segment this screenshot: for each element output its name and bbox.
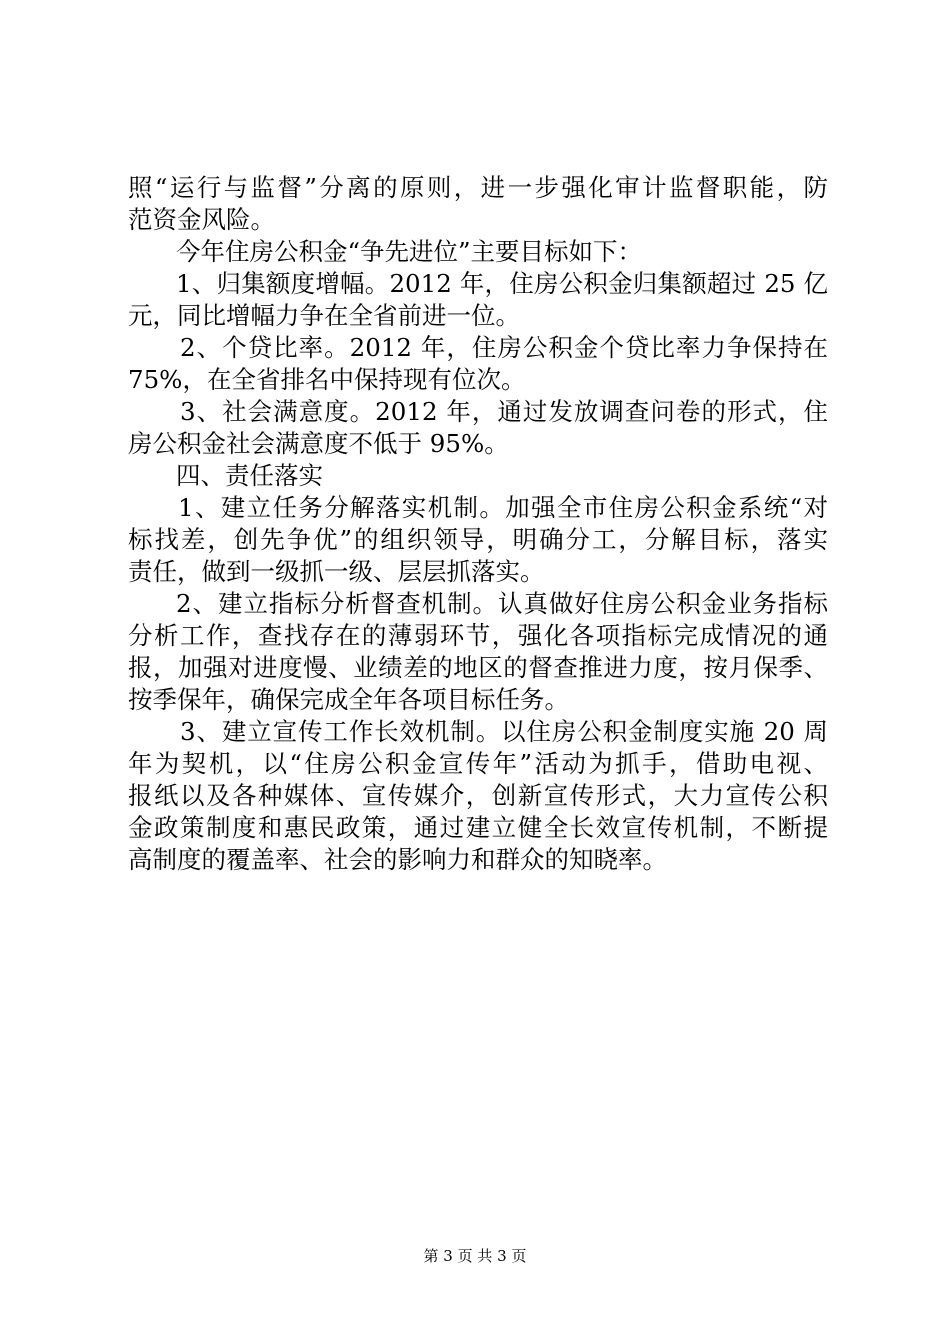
text-line: 按季保年，确保完成全年各项目标任务。 xyxy=(128,685,569,714)
text-line: 分析工作，查找存在的薄弱环节，强化各项指标完成情况的通 xyxy=(128,621,828,650)
text-line: 元，同比增幅力争在全省前进一位。 xyxy=(128,301,520,330)
text-line: 1、归集额度增幅。2012 年，住房公积金归集额超过 25 亿 xyxy=(176,269,828,298)
text-line: 照“运行与监督”分离的原则，进一步强化审计监督职能，防 xyxy=(128,173,828,202)
document-body xyxy=(128,172,828,876)
text-line: 范资金风险。 xyxy=(128,205,275,234)
text-line: 3、建立宣传工作长效机制。以住房公积金制度实施 20 周 xyxy=(180,717,828,746)
text-line: 报纸以及各种媒体、宣传媒介，创新宣传形式，大力宣传公积 xyxy=(128,781,828,810)
page-footer: 第 3 页 共 3 页 xyxy=(423,1247,527,1265)
text-line: 3、社会满意度。2012 年，通过发放调查问卷的形式，住 xyxy=(180,397,828,426)
text-line: 高制度的覆盖率、社会的影响力和群众的知晓率。 xyxy=(128,845,667,874)
text-line: 1、建立任务分解落实机制。加强全市住房公积金系统“对 xyxy=(178,493,828,522)
text-line: 年为契机，以“住房公积金宣传年”活动为抓手，借助电视、 xyxy=(128,749,828,778)
text-line: 标找差，创先争优”的组织领导，明确分工，分解目标，落实 xyxy=(128,525,828,554)
text-line: 四、责任落实 xyxy=(176,461,323,490)
text-line: 今年住房公积金“争先进位”主要目标如下： xyxy=(176,237,643,266)
text-line: 房公积金社会满意度不低于 95%。 xyxy=(128,429,509,458)
text-line: 2、建立指标分析督查机制。认真做好住房公积金业务指标 xyxy=(176,589,828,618)
text-line: 报，加强对进度慢、业绩差的地区的督查推进力度，按月保季、 xyxy=(128,653,828,682)
text-line: 2、个贷比率。2012 年，住房公积金个贷比率力争保持在 xyxy=(180,333,828,362)
text-line: 责任，做到一级抓一级、层层抓落实。 xyxy=(128,557,545,586)
text-line: 金政策制度和惠民政策，通过建立健全长效宣传机制，不断提 xyxy=(128,813,828,842)
text-line: 75%，在全省排名中保持现有位次。 xyxy=(128,365,526,394)
